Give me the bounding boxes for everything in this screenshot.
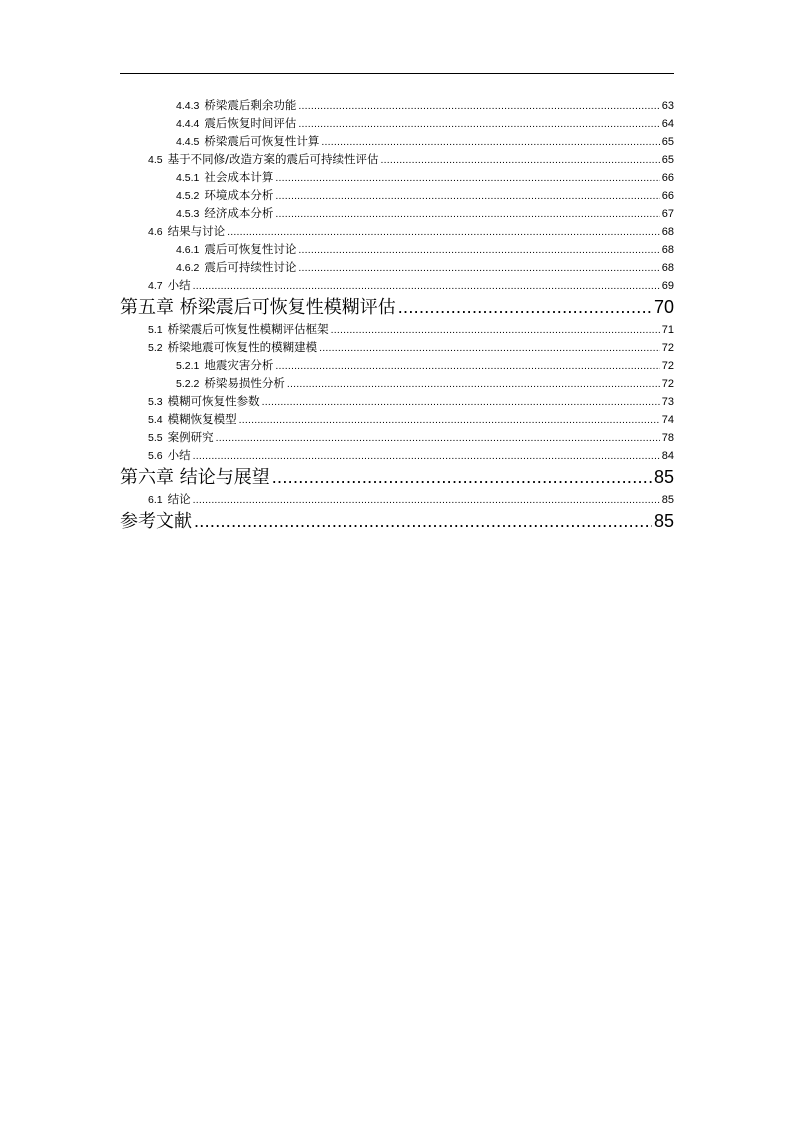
toc-page-number: 85 — [653, 467, 674, 487]
toc-dot-leader — [193, 277, 660, 295]
toc-dot-leader — [272, 465, 652, 490]
toc-page-number: 71 — [661, 324, 674, 336]
toc-subsection-entry[interactable] — [120, 258, 674, 276]
toc-subsection-entry[interactable] — [120, 114, 674, 132]
table-of-contents — [120, 96, 674, 534]
toc-dot-leader — [319, 339, 660, 357]
toc-chapter-entry[interactable] — [120, 509, 674, 534]
toc-section-entry[interactable] — [120, 428, 674, 446]
toc-page-number: 85 — [661, 494, 674, 506]
toc-entry-number: 4.5.3 — [176, 208, 200, 220]
toc-section-entry[interactable] — [120, 410, 674, 428]
toc-subsection-entry[interactable] — [120, 186, 674, 204]
toc-chapter-entry[interactable] — [120, 295, 674, 320]
toc-entry-number: 5.6 — [148, 450, 163, 462]
toc-dot-leader — [380, 151, 659, 169]
toc-entry-number: 4.6.2 — [176, 262, 200, 274]
toc-section-entry[interactable] — [120, 338, 674, 356]
toc-entry-number: 4.4.4 — [176, 118, 200, 130]
toc-entry-title: 地震灾害分析 — [204, 358, 274, 372]
toc-page-number: 84 — [661, 450, 674, 462]
toc-page-number: 74 — [661, 414, 674, 426]
toc-page-number: 73 — [661, 396, 674, 408]
toc-dot-leader — [287, 375, 660, 393]
toc-entry-number: 4.4.5 — [176, 136, 200, 148]
toc-dot-leader — [298, 97, 659, 115]
toc-entry-title: 桥梁易损性分析 — [204, 376, 285, 390]
toc-entry-number: 5.3 — [148, 396, 163, 408]
toc-entry-title: 小结 — [167, 448, 191, 462]
toc-page-number: 72 — [661, 360, 674, 372]
toc-entry-title: 桥梁震后可恢复性模糊评估框架 — [167, 322, 329, 336]
toc-dot-leader — [216, 429, 660, 447]
header-rule — [120, 73, 674, 74]
toc-entry-title: 结果与讨论 — [167, 224, 226, 238]
toc-subsection-entry[interactable] — [120, 374, 674, 392]
toc-entry-title: 桥梁震后可恢复性计算 — [204, 134, 320, 148]
toc-entry-title: 基于不同修/改造方案的震后可持续性评估 — [167, 152, 379, 166]
toc-page-number: 72 — [661, 378, 674, 390]
toc-dot-leader — [298, 259, 659, 277]
toc-page-number: 68 — [661, 244, 674, 256]
toc-entry-number: 5.2.2 — [176, 378, 200, 390]
toc-entry-number: 5.1 — [148, 324, 163, 336]
toc-page-number: 66 — [661, 190, 674, 202]
toc-page-number: 70 — [653, 297, 674, 317]
toc-section-entry[interactable] — [120, 222, 674, 240]
toc-dot-leader — [298, 115, 659, 133]
toc-page-number: 68 — [661, 226, 674, 238]
toc-entry-number: 6.1 — [148, 494, 163, 506]
toc-entry-title: 案例研究 — [167, 430, 214, 444]
toc-page-number: 66 — [661, 172, 674, 184]
toc-entry-title: 桥梁地震可恢复性的模糊建模 — [167, 340, 318, 354]
toc-entry-number: 4.4.3 — [176, 100, 200, 112]
toc-entry-title: 第五章 桥梁震后可恢复性模糊评估 — [120, 297, 396, 318]
toc-entry-number: 4.6.1 — [176, 244, 200, 256]
toc-dot-leader — [321, 133, 659, 151]
toc-entry-title: 震后可持续性讨论 — [204, 260, 297, 274]
toc-subsection-entry[interactable] — [120, 168, 674, 186]
toc-page-number: 69 — [661, 280, 674, 292]
toc-section-entry[interactable] — [120, 320, 674, 338]
toc-dot-leader — [275, 357, 659, 375]
toc-page-number: 72 — [661, 342, 674, 354]
toc-dot-leader — [275, 187, 659, 205]
toc-subsection-entry[interactable] — [120, 356, 674, 374]
toc-entry-number: 5.2 — [148, 342, 163, 354]
toc-page-number: 67 — [661, 208, 674, 220]
toc-entry-number: 5.4 — [148, 414, 163, 426]
toc-chapter-entry[interactable] — [120, 465, 674, 490]
toc-section-entry[interactable] — [120, 276, 674, 294]
toc-dot-leader — [193, 447, 660, 465]
toc-page-number: 64 — [661, 118, 674, 130]
toc-entry-number: 4.7 — [148, 280, 163, 292]
toc-entry-number: 4.6 — [148, 226, 163, 238]
toc-dot-leader — [227, 223, 660, 241]
toc-page-number: 68 — [661, 262, 674, 274]
toc-dot-leader — [275, 169, 659, 187]
toc-entry-number: 5.5 — [148, 432, 163, 444]
toc-dot-leader — [193, 491, 660, 509]
toc-page-number: 65 — [661, 136, 674, 148]
toc-subsection-entry[interactable] — [120, 204, 674, 222]
toc-dot-leader — [239, 411, 660, 429]
toc-section-entry[interactable] — [120, 490, 674, 508]
toc-entry-number: 5.2.1 — [176, 360, 200, 372]
toc-dot-leader — [194, 509, 652, 534]
toc-entry-title: 参考文献 — [120, 511, 192, 532]
toc-dot-leader — [298, 241, 659, 259]
toc-page-number: 65 — [661, 154, 674, 166]
toc-page-number: 78 — [661, 432, 674, 444]
toc-dot-leader — [275, 205, 659, 223]
toc-entry-title: 模糊恢复模型 — [167, 412, 237, 426]
toc-dot-leader — [331, 321, 660, 339]
toc-subsection-entry[interactable] — [120, 132, 674, 150]
toc-entry-title: 结论 — [167, 492, 191, 506]
toc-dot-leader — [262, 393, 660, 411]
toc-entry-title: 社会成本计算 — [204, 170, 274, 184]
toc-entry-title: 震后可恢复性讨论 — [204, 242, 297, 256]
toc-dot-leader — [398, 295, 652, 320]
toc-section-entry[interactable] — [120, 446, 674, 464]
toc-section-entry[interactable] — [120, 150, 674, 168]
toc-subsection-entry[interactable] — [120, 96, 674, 114]
toc-section-entry[interactable] — [120, 392, 674, 410]
toc-page-number: 63 — [661, 100, 674, 112]
toc-entry-number: 4.5.2 — [176, 190, 200, 202]
toc-entry-title: 环境成本分析 — [204, 188, 274, 202]
toc-entry-title: 经济成本分析 — [204, 206, 274, 220]
toc-entry-title: 模糊可恢复性参数 — [167, 394, 260, 408]
toc-subsection-entry[interactable] — [120, 240, 674, 258]
toc-entry-number: 4.5.1 — [176, 172, 200, 184]
toc-entry-number: 4.5 — [148, 154, 163, 166]
toc-entry-title: 桥梁震后剩余功能 — [204, 98, 297, 112]
toc-entry-title: 震后恢复时间评估 — [204, 116, 297, 130]
toc-entry-title: 小结 — [167, 278, 191, 292]
toc-page-number: 85 — [653, 511, 674, 531]
toc-entry-title: 第六章 结论与展望 — [120, 467, 270, 488]
